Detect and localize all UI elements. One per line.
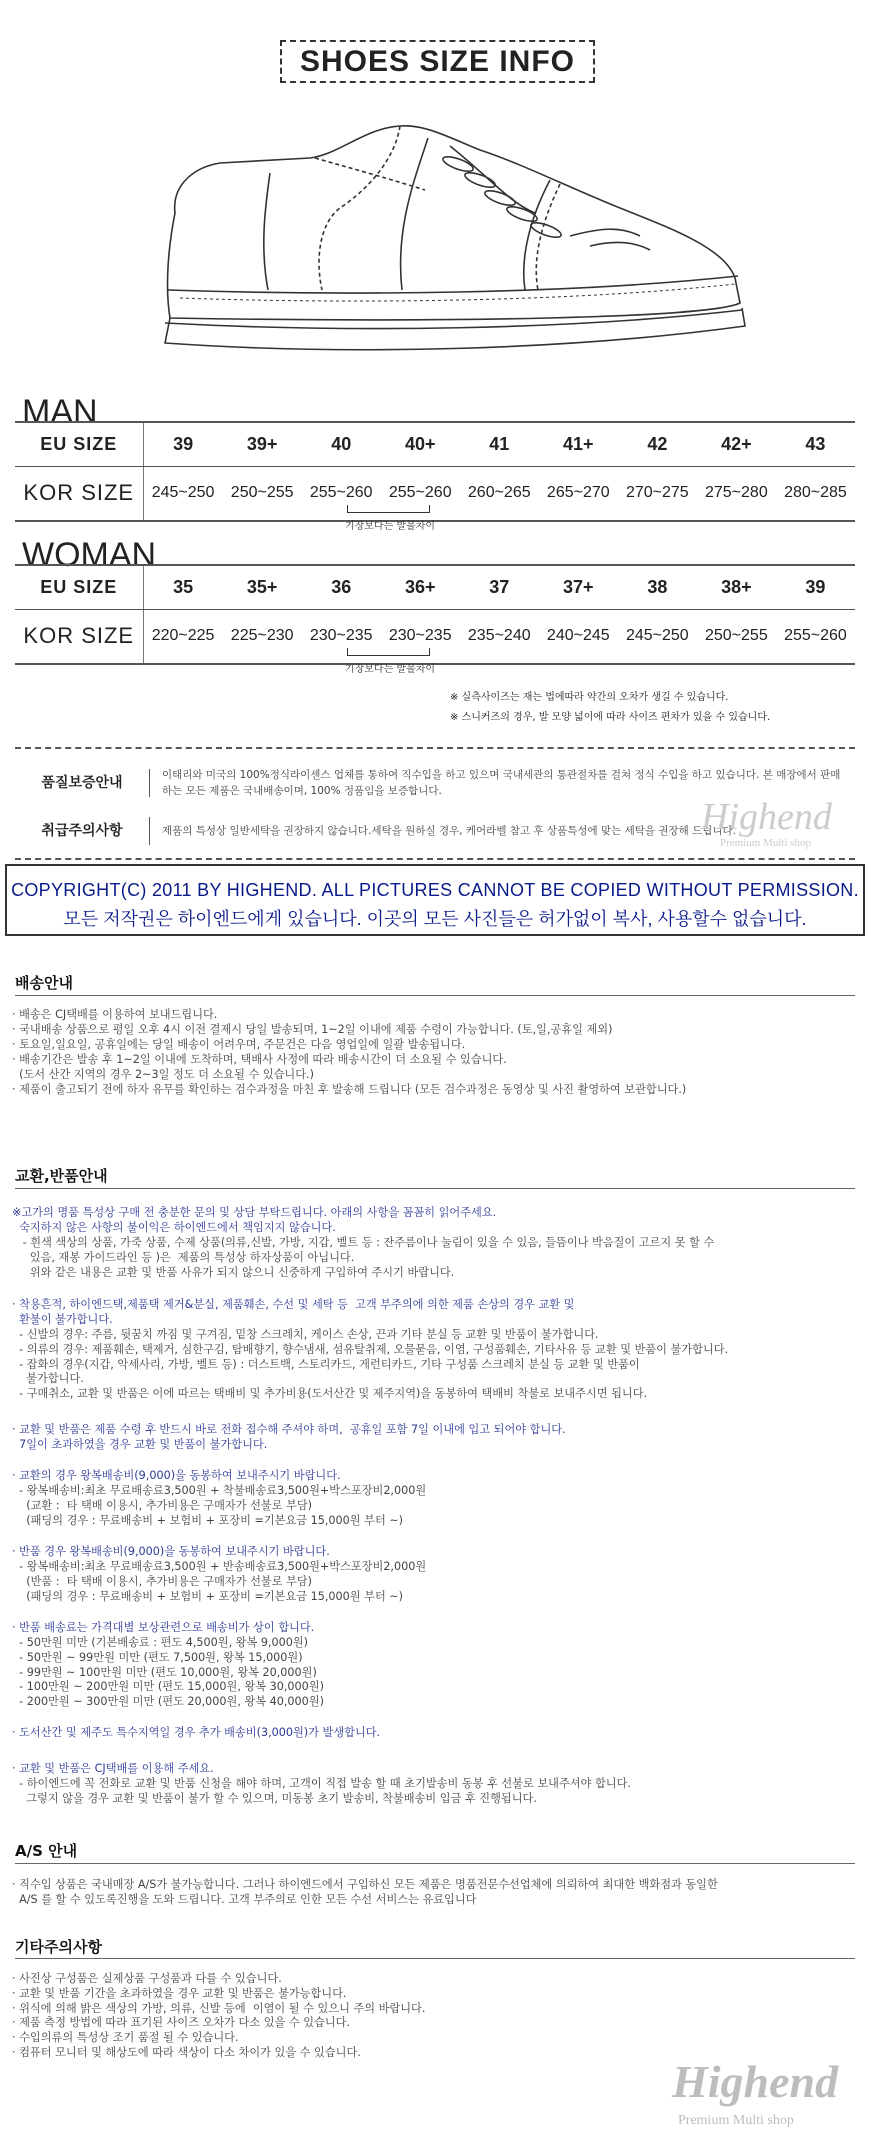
return-fee-title: · 반품 경우 왕복배송비(9,000)을 동봉하여 보내주시기 바랍니다.	[12, 1545, 330, 1558]
watermark-sub: Premium Multi shop	[720, 837, 812, 849]
copyright-box	[5, 864, 865, 936]
eu-size-cell: 42+	[697, 422, 776, 466]
etc-lines: · 사진상 구성품은 실제상품 구성품과 다를 수 있습니다. · 교환 및 반품 기간을 초과하였을 경우 교환 및 반품은 불가능합니다. · 위식에 의해 밝은 색상의 가방, 의류, 신발 등에 이염이 될 수 있으니 주의 바랍니다. · 제품 측정 방법에 따라 표기된 사이즈 오차가 다소 있을 수 있습니다. · 수입의류의 특성상 조기 품절 될 수 있습니다. · 컴퓨터 모니터 및 해상도에 따라 색상이 다소 차이가 있을 수 있습니다.	[12, 1972, 426, 2059]
deadline-text: · 교환 및 반품은 제품 수령 후 반드시 바로 전화 접수해 주셔야 하며, 공휴일 포함 7일 이내에 입고 되어야 합니다. 7일이 초과하였을 경우 교환 및 반품이 불가합니다.	[12, 1423, 566, 1451]
kor-size-cell: 255~260	[381, 466, 460, 521]
eu-size-cell: 43	[776, 422, 855, 466]
size-note-2: ※ 스니커즈의 경우, 발 모양 넓이에 따라 사이즈 편차가 있을 수 있습니다.	[450, 712, 771, 723]
eu-size-cell: 40	[302, 422, 381, 466]
eu-size-cell: 35+	[223, 565, 302, 609]
quality-text: 이태리와 미국의 100%정식라이센스 업체를 통하여 직수입을 하고 있으며 국내세관의 통관절차를 걸쳐 정식 수입을 하고 있습니다. 본 매장에서 판매하는 모든 제품은 국내배송이며, 100% 정품임을 보증합니다.	[162, 769, 841, 797]
man-eu-row	[15, 422, 855, 466]
exchange-intro: ※고가의 명품 특성상 구매 전 충분한 문의 및 상담 부탁드립니다. 아래의 사항을 꼼꼼히 읽어주세요. 숙지하지 않은 사항의 불이익은 하이엔드에서 책임지지 않습니다.	[12, 1206, 497, 1234]
woman-kor-row	[15, 609, 855, 664]
man-label: MAN	[22, 393, 98, 431]
eu-size-cell: 38	[618, 565, 697, 609]
eu-size-header: EU SIZE	[15, 565, 143, 609]
eu-size-cell: 35	[143, 565, 223, 609]
eu-size-cell: 39+	[223, 422, 302, 466]
care-text: 제품의 특성상 일반세탁을 권장하지 않습니다.세탁을 원하실 경우, 케어라벨 참고 후 상품특성에 맞는 세탁을 권장해 드립니다.	[162, 825, 737, 837]
kor-size-cell: 240~245	[539, 609, 618, 664]
woman-size-table	[15, 564, 855, 665]
eu-size-cell: 36+	[381, 565, 460, 609]
kor-size-cell: 255~260	[302, 466, 381, 521]
care-label: 취급주의사항	[15, 817, 150, 845]
shipping-line: · 제품이 출고되기 전에 하자 유무를 확인하는 검수과정을 마친 후 발송해 드립니다 (모든 검수과정은 동영상 및 사진 촬영하여 보관합니다.)	[12, 1083, 687, 1096]
exchange-fee-lines: - 왕복배송비:최초 무료배송료3,500원 + 착불배송료3,500원+박스포장비2,000원 (교환 : 타 택배 이용시, 추가비용은 구매자가 선불로 부담) (패딩의 경우 : 무료배송비 + 보험비 + 포장비 =기본요금 15,000원 부터 ~)	[19, 1484, 427, 1527]
kor-size-cell: 230~235	[302, 609, 381, 664]
kor-size-cell: 250~255	[697, 609, 776, 664]
damage-title: · 착용흔적, 하이엔드택,제품택 제거&분실, 제품훼손, 수선 및 세탁 등 고객 부주의에 의한 제품 손상의 경우 교환 및 환불이 불가합니다.	[12, 1298, 575, 1326]
shipping-line: · 배송은 CJ택배를 이용하여 보내드립니다.	[12, 1008, 218, 1021]
shipping-line: · 토요일,일요일, 공휴일에는 당일 배송이 어려우며, 주문건은 다음 영업일에 일괄 발송됩니다.	[12, 1038, 466, 1051]
kor-size-cell: 250~255	[223, 466, 302, 521]
eu-size-cell: 37	[460, 565, 539, 609]
kor-size-cell: 220~225	[143, 609, 223, 664]
kor-size-cell: 235~240	[460, 609, 539, 664]
kor-size-cell: 245~250	[618, 609, 697, 664]
shipping-line: · 배송기간은 발송 후 1~2일 이내에 도착하며, 택배사 사정에 따라 배송시간이 더 소요될 수 있습니다.	[12, 1053, 507, 1066]
island-fee: · 도서산간 및 제주도 특수지역일 경우 추가 배송비(3,000원)가 발생합니다.	[12, 1726, 381, 1739]
kor-size-cell: 225~230	[223, 609, 302, 664]
price-fee-title: · 반품 배송료는 가격대별 보상관련으로 배송비가 상이 합니다.	[12, 1621, 315, 1634]
eu-size-cell: 36	[302, 565, 381, 609]
as-lines: · 직수입 상품은 국내매장 A/S가 불가능합니다. 그러나 하이엔드에서 구입하신 모든 제품은 명품전문수선업체에 의뢰하여 최대한 백화점과 동일한 A/S 를 할 수 있도록진행을 도와 드립니다. 고객 부주의로 인한 모든 수선 서비스는 유료입니다	[12, 1878, 718, 1906]
etc-divider	[15, 1958, 855, 1959]
kor-size-cell: 265~270	[539, 466, 618, 521]
kor-size-cell: 245~250	[143, 466, 223, 521]
kor-size-header: KOR SIZE	[15, 609, 143, 664]
man-size-table	[15, 421, 855, 522]
man-bracket-note: 기장보다는 발볼차이	[344, 521, 436, 532]
exchange-intro-detail: - 흰색 색상의 상품, 가죽 상품, 수제 상품(의류,신발, 가방, 지갑, 벨트 등 : 잔주름이나 눌림이 있을 수 있음, 들뜸이나 박음질이 고르지 못 할 수 있음, 재봉 가이드라인 등 )은 제품의 특성상 하자상품이 아닙니다. 위와 같은 내용은 교환 및 반품 사유가 되지 않으니 신중하게 구입하여 주시기 바랍니다.	[22, 1236, 715, 1279]
kor-size-cell: 230~235	[381, 609, 460, 664]
exchange-fee-title: · 교환의 경우 왕복배송비(9,000)을 동봉하여 보내주시기 바랍니다.	[12, 1469, 341, 1482]
copyright-en: COPYRIGHT(C) 2011 BY HIGHEND. ALL PICTURES CANNOT BE COPIED WITHOUT PERMISSION.	[11, 880, 859, 900]
eu-size-header: EU SIZE	[15, 422, 143, 466]
kor-size-header: KOR SIZE	[15, 466, 143, 521]
page-title: SHOES SIZE INFO	[280, 40, 595, 83]
as-divider	[15, 1863, 855, 1864]
shipping-divider	[15, 995, 855, 996]
return-fee-lines: - 왕복배송비:최초 무료배송료3,500원 + 반송배송료3,500원+박스포장비2,000원 (반품 : 타 택배 이용시, 추가비용은 구매자가 선불로 부담) (패딩의 경우 : 무료배송비 + 보험비 + 포장비 =기본요금 15,000원 부터 ~)	[19, 1560, 427, 1603]
man-kor-row	[15, 466, 855, 521]
size-note-1: ※ 실측사이즈는 재는 법에따라 약간의 오차가 생길 수 있습니다.	[450, 692, 729, 703]
woman-bracket-note: 기장보다는 발볼차이	[344, 664, 436, 675]
as-title: A/S 안내	[15, 1842, 78, 1860]
etc-title: 기타주의사항	[15, 1938, 102, 1956]
woman-eu-row	[15, 565, 855, 609]
shipping-line: (도서 산간 지역의 경우 2~3일 정도 더 소요될 수 있습니다.)	[12, 1068, 314, 1081]
man-bracket	[347, 505, 430, 513]
eu-size-cell: 42	[618, 422, 697, 466]
eu-size-cell: 41	[460, 422, 539, 466]
damage-lines: - 신발의 경우: 주름, 뒷꿈치 까짐 및 구겨짐, 밑창 스크레치, 케이스 손상, 끈과 기타 분실 등 교환 및 반품이 불가합니다. - 의류의 경우: 제품훼손, 택제거, 심한구김, 탐배향기, 향수냄새, 섬유탈취제, 오물묻음, 이염, 구성품훼손, 기타사유 등 교환 및 반품이 불가합니다. - 잡화의 경우(지갑, 악세사리, 가방, 벨트 등) : 더스트백, 스토리카드, 게런티카드, 기타 구성품 스크레치 분실 등 교환 및 반품이 불가합니다. - 구매취소, 교환 및 반품은 이에 따르는 택배비 및 추가비용(도서산간 및 제주지역)을 동봉하여 택배비 착불로 보내주시면 됩니다.	[19, 1328, 729, 1401]
kor-size-cell: 275~280	[697, 466, 776, 521]
eu-size-cell: 40+	[381, 422, 460, 466]
sneaker-illustration	[150, 118, 750, 368]
eu-size-cell: 41+	[539, 422, 618, 466]
shipping-line: · 국내배송 상품으로 평일 오후 4시 이전 결제시 당일 발송되며, 1~2일 이내에 제품 수령이 가능합니다. (토,일,공휴일 제외)	[12, 1023, 613, 1036]
highend-logo	[672, 2055, 862, 2135]
logo-sub: Premium Multi shop	[678, 2113, 794, 2128]
quality-label: 품질보증안내	[15, 769, 150, 797]
woman-bracket	[347, 648, 430, 656]
eu-size-cell: 39	[143, 422, 223, 466]
kor-size-cell: 255~260	[776, 609, 855, 664]
kor-size-cell: 280~285	[776, 466, 855, 521]
watermark-logo: Highend	[701, 796, 832, 838]
logo-brand: Highend	[672, 2056, 839, 2107]
copyright-ko: 모든 저작권은 하이엔드에게 있습니다. 이곳의 모든 사진들은 허가없이 복사, 사용할수 없습니다.	[63, 909, 807, 929]
eu-size-cell: 39	[776, 565, 855, 609]
cj-title: · 교환 및 반품은 CJ택배를 이용해 주세요.	[12, 1762, 214, 1775]
shipping-title: 배송안내	[15, 974, 73, 992]
exchange-title: 교환,반품안내	[15, 1167, 108, 1185]
info-box	[15, 747, 855, 860]
kor-size-cell: 270~275	[618, 466, 697, 521]
woman-label: WOMAN	[22, 536, 157, 574]
price-fee-lines: - 50만원 미만 (기본배송료 : 편도 4,500원, 왕복 9,000원) - 50만원 ~ 99만원 미만 (편도 7,500원, 왕복 15,000원) - 99만원 ~ 100만원 미만 (편도 10,000원, 왕복 20,000원) - 100만원 ~ 200만원 미만 (편도 15,000원, 왕복 30,000원) - 200만원 ~ 300만원 미만 (편도 20,000원, 왕복 40,000원)	[19, 1636, 324, 1709]
cj-lines: - 하이엔드에 꼭 전화로 교환 및 반품 신청을 해야 하며, 고객이 직접 발송 할 때 초기발송비 동봉 후 선불로 보내주셔야 합니다. 그렇지 않을 경우 교환 및 반품이 불가 할 수 있으며, 미동봉 초기 발송비, 착불배송비 입금 후 진행됩니다.	[19, 1777, 631, 1805]
eu-size-cell: 37+	[539, 565, 618, 609]
eu-size-cell: 38+	[697, 565, 776, 609]
exchange-divider	[15, 1188, 855, 1189]
kor-size-cell: 260~265	[460, 466, 539, 521]
